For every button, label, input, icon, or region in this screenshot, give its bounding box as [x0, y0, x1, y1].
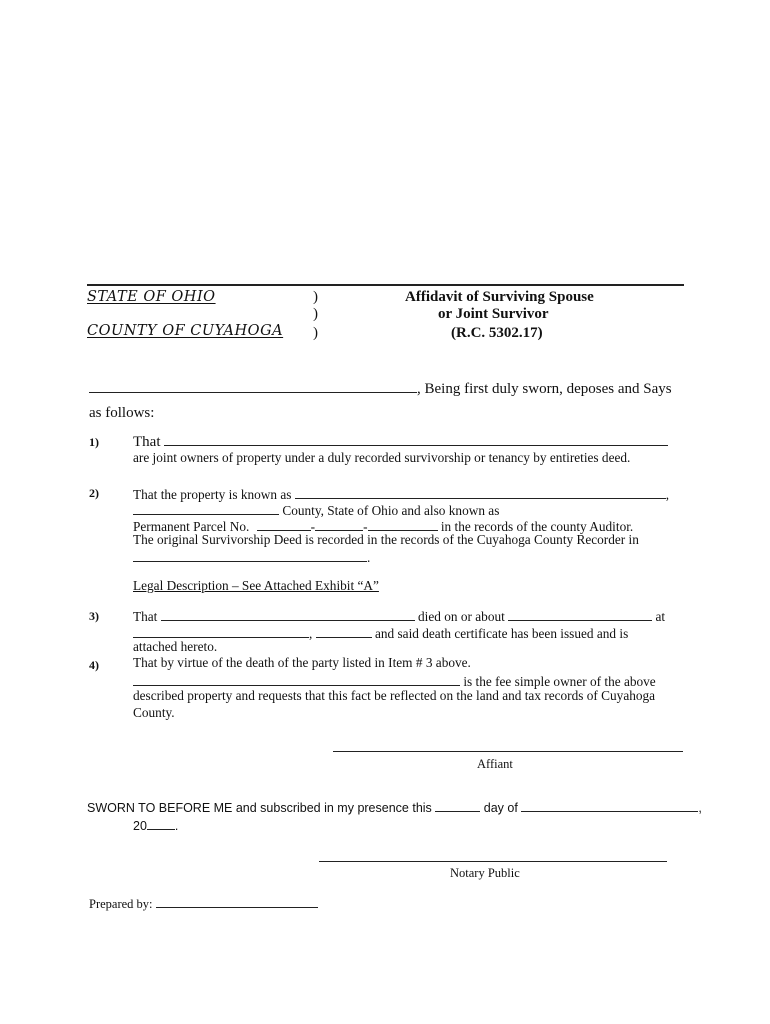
- sworn-month-field[interactable]: [521, 797, 698, 812]
- parcel-field-3[interactable]: [368, 516, 438, 531]
- sworn-before-row: [87, 797, 702, 815]
- period: .: [367, 550, 371, 565]
- county-name-field[interactable]: [133, 500, 279, 515]
- death-state-field[interactable]: [316, 623, 372, 638]
- county-state-text: County, State of Ohio and also known as: [282, 503, 500, 518]
- dash: -: [363, 519, 368, 534]
- item-4-line3: described property and requests that this fact be reflected on the land and tax records of Cuyahoga: [133, 688, 656, 703]
- surviving-owner-field[interactable]: [133, 671, 460, 686]
- item-1-row: [133, 431, 668, 451]
- caption-paren-1: ): [313, 289, 318, 305]
- sworn-text: , Being first duly sworn, deposes and Says: [417, 381, 672, 397]
- legal-description-link[interactable]: Legal Description – See Attached Exhibit “A”: [133, 578, 379, 593]
- affiant-signature-line[interactable]: [333, 751, 683, 752]
- dash: -: [310, 519, 316, 534]
- parcel-text: Permanent Parcel No.: [133, 519, 250, 534]
- date-of-death-field[interactable]: [508, 606, 652, 621]
- sworn-year-field[interactable]: [147, 815, 175, 830]
- item-4-line4: County.: [133, 705, 175, 720]
- document-title-line1: Affidavit of Surviving Spouse: [405, 289, 594, 305]
- state-of-ohio-heading: STATE OF OHIO: [87, 289, 216, 305]
- sworn-day-field[interactable]: [435, 797, 480, 812]
- caption-paren-2: ): [313, 306, 318, 322]
- item-3-attached: attached hereto.: [133, 639, 218, 654]
- prepared-by-row: [89, 893, 318, 912]
- item-3-number: 3): [89, 609, 99, 623]
- item-1-line2: are joint owners of property under a duly recorded survivorship or tenancy by entireties deed.: [133, 450, 631, 465]
- died-text: died on or about: [418, 609, 505, 624]
- auditor-text: in the records of the county Auditor.: [440, 519, 634, 534]
- notary-signature-line[interactable]: [319, 861, 667, 862]
- year-prefix: 20: [133, 819, 147, 833]
- sworn-year-row: [133, 815, 178, 833]
- prepared-by-field[interactable]: [156, 893, 318, 908]
- document-title-line3: (R.C. 5302.17): [451, 325, 543, 341]
- as-follows-text: as follows:: [89, 405, 155, 421]
- sworn-before-text: SWORN TO BEFORE ME and subscribed in my presence this: [87, 801, 432, 815]
- affiant-label: Affiant: [477, 757, 513, 771]
- fee-simple-text: is the fee simple owner of the above: [463, 674, 656, 689]
- year-suffix: .: [174, 819, 179, 833]
- item-2-row5: [133, 547, 370, 566]
- deceased-name-field[interactable]: [161, 606, 415, 621]
- property-address-field[interactable]: [295, 484, 666, 499]
- item-2-number: 2): [89, 486, 99, 500]
- joint-owners-field[interactable]: [164, 431, 668, 446]
- item-1-that: That: [133, 434, 161, 450]
- place-of-death-field[interactable]: [133, 623, 309, 638]
- certificate-text: and said death certificate has been issued and is: [374, 626, 629, 641]
- county-of-cuyahoga-heading: COUNTY OF CUYAHOGA: [87, 323, 284, 339]
- item-2-deed-line: The original Survivorship Deed is recorded in the records of the Cuyahoga County Recorder in: [133, 532, 639, 547]
- at-text: at: [655, 609, 666, 624]
- item-3-that: That: [133, 609, 158, 624]
- comma: ,: [309, 626, 313, 641]
- comma: ,: [698, 801, 702, 815]
- parcel-field-1[interactable]: [257, 516, 311, 531]
- header-top-rule: [87, 284, 684, 286]
- comma: ,: [665, 487, 670, 502]
- known-as-text: That the property is known as: [133, 487, 292, 502]
- caption-paren-3: ): [313, 325, 318, 341]
- recorder-volume-field[interactable]: [133, 547, 367, 562]
- item-4-number: 4): [89, 658, 99, 672]
- item-4-line1: That by virtue of the death of the party listed in Item # 3 above.: [133, 655, 471, 670]
- affiant-name-row: [89, 378, 672, 398]
- parcel-field-2[interactable]: [315, 516, 363, 531]
- prepared-by-text: Prepared by:: [89, 897, 153, 911]
- item-1-number: 1): [89, 435, 99, 449]
- day-of-text: day of: [483, 801, 518, 815]
- notary-public-label: Notary Public: [450, 866, 520, 880]
- affiant-name-field[interactable]: [89, 378, 417, 393]
- document-title-line2: or Joint Survivor: [438, 306, 549, 322]
